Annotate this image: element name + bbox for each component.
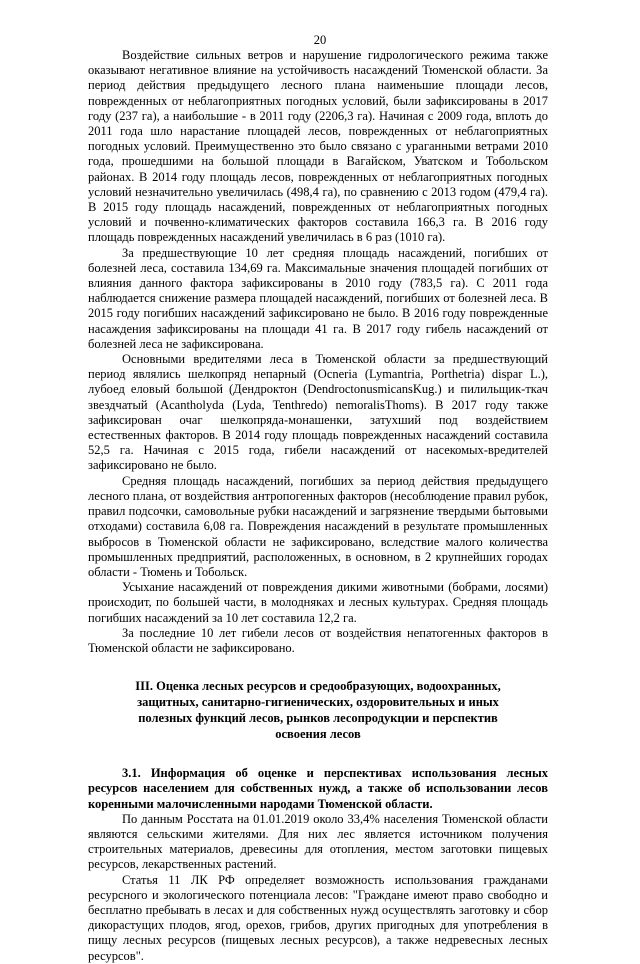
document-body xyxy=(88,48,548,964)
paragraph-forest-diseases: За предшествующие 10 лет средняя площадь насаждений, погибших от болезней леса, составила 134,69 га. Максимальные значения площадей погибших от влияния данного фактора зафиксированы в 2010 году (783,5 га). С 2011 года наблюдается снижение размера площадей насаждений, погибших от болезней леса. В 2015 году погибших насаждений зафиксировано не было. В 2016 году поврежденные насаждения зафиксированы на площади 41 га. В 2017 году гибель насаждений от болезней леса не зафиксирована. xyxy=(88,245,548,351)
paragraph-rural-population: По данным Росстата на 01.01.2019 около 33,4% населения Тюменской области являются сельскими жителями. Для них лес является источником получения строительных материалов, древесины для отопления, местом заготовки пищевых ресурсов, лекарственных растений. xyxy=(88,811,548,872)
paragraph-wind-damage: Воздействие сильных ветров и нарушение гидрологического режима также оказывают негативное влияние на устойчивость насаждений Тюменской области. За период действия предыдущего лесного плана наименьшие площади лесов, поврежденных от неблагоприятных погодных условий, были зафиксированы в 2017 году (237 га), а наибольшие - в 2011 году (2206,3 га). Начиная с 2009 года, вплоть до 2011 года шло нарастание площадей лесов, поврежденных от неблагоприятных погодных условий. Преимущественно это было связано с ураганными ветрами 2010 года, прошедшими на большой площади в Вагайском, Уватском и Тобольском районах. В 2014 году площадь лесов, поврежденных от неблагоприятных погодных условий незначительно увеличилась (498,4 га), по сравнению с 2013 годом (479,4 га). В 2015 году площадь насаждений, поврежденных от неблагоприятных погодных условий и почвенно-климатических факторов составила 166,3 га. В 2016 году площадь поврежденных насаждений увеличилась в 6 раз (1010 га). xyxy=(88,48,548,245)
paragraph-forest-pests: Основными вредителями леса в Тюменской области за предшествующий период являлись шелкопряд непарный (Ocneria (Lymantria, Porthetria) dispar L.), лубоед еловый большой (Дендроктон (DendroctonusmicansKug.) и пилильщик-ткач звездчатый (Acantholyda (Lyda, Tenthredo) nemoralisThoms). В 2017 году также зафиксирован очаг шелкопряда-монашенки, затухший под воздействием естественных факторов. В 2014 году площадь поврежденных насаждений составила 52,5 га. Начиная с 2015 года, гибели насаждений от насекомых-вредителей зафиксировано не было. xyxy=(88,352,548,473)
paragraph-animal-damage: Усыхание насаждений от повреждения дикими животными (бобрами, лосями) происходит, по большей части, в молодняках и лесных культурах. Средняя площадь погибших насаждений за 10 лет составила 12,2 га. xyxy=(88,580,548,625)
subsection-title: 3.1. Информация об оценке и перспективах использования лесных ресурсов населением для собственных нужд, а также об использовании лесов коренными малочисленными народами Тюменской области. xyxy=(88,766,548,811)
paragraph-non-pathogenic: За последние 10 лет гибели лесов от воздействия непатогенных факторов в Тюменской области не зафиксировано. xyxy=(88,625,548,655)
section-title: III. Оценка лесных ресурсов и средообразующих, водоохранных, защитных, санитарно-гигиенических, оздоровительных и иных полезных функций лесов, рынков лесопродукции и перспектив освоения лесов xyxy=(135,679,501,742)
page-number: 20 xyxy=(313,33,327,47)
paragraph-article-11: Статья 11 ЛК РФ определяет возможность использования гражданами ресурсного и экологического потенциала лесов: "Граждане имеют право свободно и бесплатно пребывать в лесах и для собственных нужд осуществлять заготовку и сбор дикорастущих плодов, ягод, орехов, грибов, других пригодных для употребления в пищу лесных ресурсов (пищевых лесных ресурсов), а также недревесных лесных ресурсов". xyxy=(88,872,548,963)
paragraph-anthropogenic-factors: Средняя площадь насаждений, погибших за период действия предыдущего лесного плана, от воздействия антропогенных факторов (несоблюдение правил рубок, правил подсочки, самовольные рубки насаждений и загрязнение твердыми бытовыми отходами) составила 6,08 га. Повреждения насаждений в результате промышленных выбросов в Тюменской области не зафиксировано, вследствие малого количества промышленных предприятий, расположенных, в основном, в 2 крупнейших городах области - Тюмень и Тобольск. xyxy=(88,473,548,579)
